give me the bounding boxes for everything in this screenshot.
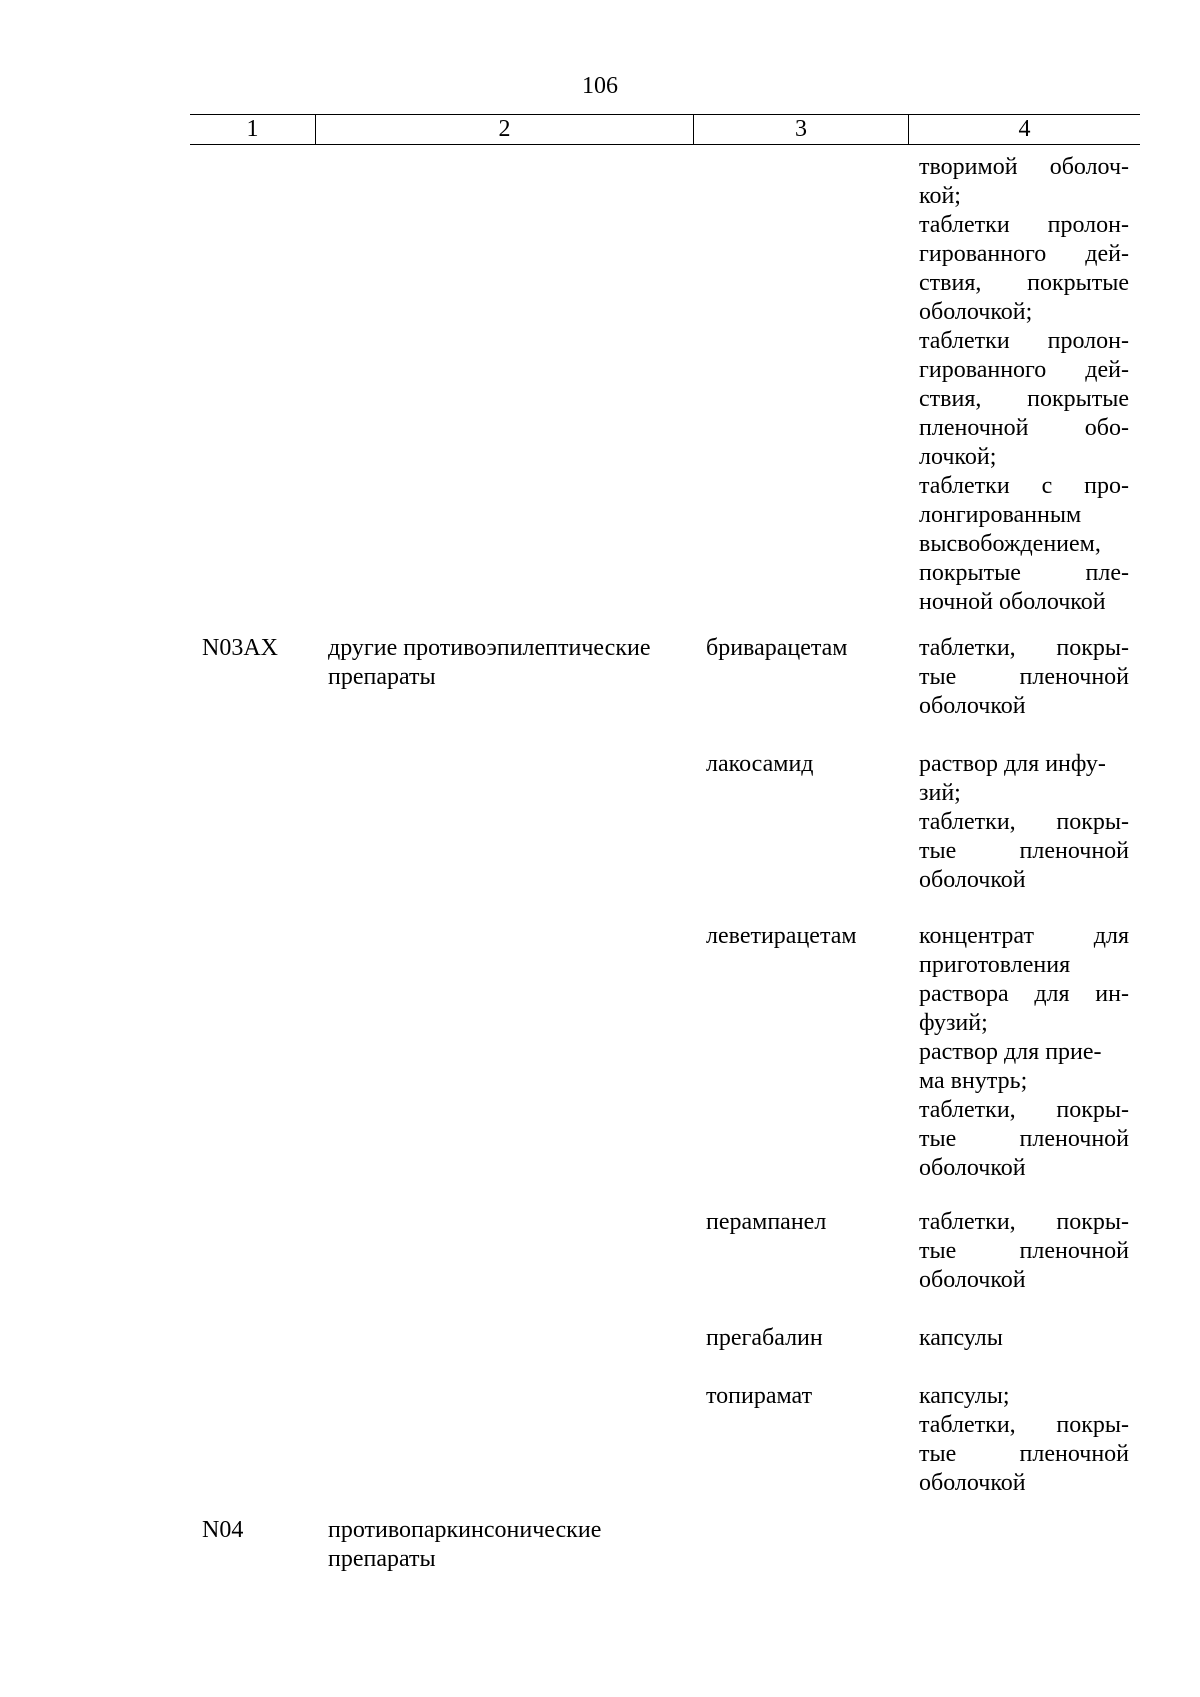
dosage-form-word: капсулы <box>919 1325 1003 1351</box>
dosage-form-word: тые <box>919 1238 957 1264</box>
dosage-form-word: оболочкой <box>919 693 1026 719</box>
dosage-form-word: таблетки <box>919 473 1010 499</box>
dosage-form-word: оболоч- <box>1049 154 1129 180</box>
dosage-form-word: тые <box>919 1441 957 1467</box>
dosage-form-word: лочкой; <box>919 444 997 470</box>
dosage-form-line <box>919 1237 1129 1266</box>
dosage-form-word: для <box>1034 981 1070 1007</box>
dosage-form-word: оболочкой <box>919 1470 1026 1496</box>
dosage-form-word: фузий; <box>919 1010 988 1036</box>
dosage-form-word: концентрат <box>919 923 1034 949</box>
dosage-form-line <box>919 663 1129 692</box>
dosage-form-word: покры- <box>1056 1412 1129 1438</box>
dosage-form-word: ствия, <box>919 270 982 296</box>
dosage-form-word: тые <box>919 838 957 864</box>
dosage-form-word: ствия, <box>919 386 982 412</box>
dosage-form-word: гированного <box>919 241 1047 267</box>
dosage-form-line <box>919 1411 1129 1440</box>
dosage-form-word: оболочкой <box>919 867 1026 893</box>
dosage-form-word: раствора <box>919 981 1009 1007</box>
dosage-form-word: дей- <box>1085 357 1129 383</box>
dosage-form-line <box>919 1382 1129 1411</box>
dosage-form-word: раствор для инфу- <box>919 751 1106 777</box>
dosage-form-line <box>919 808 1129 837</box>
dosage-form-word: оболочкой <box>919 1267 1026 1293</box>
dosage-form-line <box>919 779 1129 808</box>
dosage-form-word: пролон- <box>1047 212 1129 238</box>
dosage-form-line <box>919 269 1129 298</box>
dosage-form-word: таблетки, <box>919 1209 1016 1235</box>
dosage-form-word: таблетки, <box>919 1412 1016 1438</box>
dosage-form-word: ночной оболочкой <box>919 589 1106 615</box>
dosage-form-line <box>919 211 1129 240</box>
dosage-form-line <box>919 1469 1129 1498</box>
dosage-form-line <box>919 298 1129 327</box>
dosage-form-line <box>919 559 1129 588</box>
dosage-form-word: таблетки, <box>919 809 1016 835</box>
column-header-3: 3 <box>694 115 909 144</box>
dosage-form-line <box>919 414 1129 443</box>
dosage-form-line <box>919 951 1129 980</box>
dosage-form-word: высвобождением, <box>919 531 1101 557</box>
dosage-form-word: покрытые <box>1027 270 1129 296</box>
dosage-form-word: приготовления <box>919 952 1071 978</box>
dosage-form-line <box>919 356 1129 385</box>
dosage-form-word: таблетки, <box>919 1097 1016 1123</box>
drug-name: лакосамид <box>706 751 814 777</box>
drug-name: прегабалин <box>706 1325 823 1351</box>
dosage-form-line <box>919 443 1129 472</box>
dosage-form-word: зий; <box>919 780 961 806</box>
dosage-form-word: покры- <box>1056 809 1129 835</box>
group-name-line: другие противоэпилептические <box>328 635 651 661</box>
dosage-form-word: ма внутрь; <box>919 1068 1028 1094</box>
dosage-form-word: кой; <box>919 183 961 209</box>
dosage-form-line <box>919 327 1129 356</box>
atc-code: N04 <box>202 1517 244 1543</box>
dosage-form-line <box>919 866 1129 895</box>
drug-name: бриварацетам <box>706 635 848 661</box>
dosage-form-line <box>919 837 1129 866</box>
dosage-form-line <box>919 1009 1129 1038</box>
dosage-form-line <box>919 1266 1129 1295</box>
dosage-form-word: с <box>1041 473 1053 499</box>
dosage-form-word: пленочной <box>1019 1441 1129 1467</box>
dosage-form-word: капсулы; <box>919 1383 1010 1409</box>
dosage-form-word: таблетки <box>919 212 1010 238</box>
drug-name: топирамат <box>706 1383 813 1409</box>
dosage-form-word: пленочной <box>1019 838 1129 864</box>
dosage-form-word: про- <box>1084 473 1129 499</box>
drug-name: перампанел <box>706 1209 827 1235</box>
dosage-form-word: покры- <box>1056 1097 1129 1123</box>
dosage-form-word: пленочной <box>1019 1126 1129 1152</box>
dosage-form-word: для <box>1093 923 1129 949</box>
dosage-form-line <box>919 750 1129 779</box>
dosage-form-line <box>919 1208 1129 1237</box>
dosage-form-line <box>919 472 1129 501</box>
dosage-form-word: покры- <box>1056 635 1129 661</box>
dosage-form-line <box>919 1038 1129 1067</box>
dosage-form-line <box>919 1440 1129 1469</box>
dosage-form-word: пленочной <box>919 415 1029 441</box>
dosage-form-word: обо- <box>1084 415 1129 441</box>
dosage-form-line <box>919 692 1129 721</box>
dosage-form-line <box>919 1154 1129 1183</box>
dosage-form-word: тые <box>919 664 957 690</box>
dosage-form-word: пленочной <box>1019 1238 1129 1264</box>
dosage-form-word: лонгированным <box>919 502 1082 528</box>
dosage-form-line <box>919 153 1129 182</box>
dosage-form-word: тые <box>919 1126 957 1152</box>
dosage-form-line <box>919 922 1129 951</box>
column-header-2: 2 <box>316 115 694 144</box>
dosage-form-line <box>919 501 1129 530</box>
dosage-form-word: оболочкой; <box>919 299 1033 325</box>
dosage-form-line <box>919 634 1129 663</box>
dosage-form-word: творимой <box>919 154 1018 180</box>
dosage-form-line <box>919 588 1129 617</box>
dosage-form-word: пролон- <box>1047 328 1129 354</box>
page-number: 106 <box>582 73 618 99</box>
dosage-form-word: покрытые <box>919 560 1021 586</box>
dosage-form-word: покры- <box>1056 1209 1129 1235</box>
dosage-form-line <box>919 385 1129 414</box>
dosage-form-word: таблетки <box>919 328 1010 354</box>
dosage-form-line <box>919 530 1129 559</box>
dosage-form-word: ин- <box>1095 981 1129 1007</box>
group-name-line: противопаркинсонические <box>328 1517 602 1543</box>
dosage-form-line <box>919 182 1129 211</box>
table-header <box>190 114 1140 145</box>
atc-code: N03AX <box>202 635 278 661</box>
dosage-form-word: гированного <box>919 357 1047 383</box>
dosage-form-word: дей- <box>1085 241 1129 267</box>
dosage-form-word: покрытые <box>1027 386 1129 412</box>
dosage-form-word: таблетки, <box>919 635 1016 661</box>
dosage-form-word: раствор для прие- <box>919 1039 1102 1065</box>
dosage-form-line <box>919 1067 1129 1096</box>
dosage-form-word: пле- <box>1085 560 1129 586</box>
dosage-form-word: оболочкой <box>919 1155 1026 1181</box>
group-name-line: препараты <box>328 1546 436 1572</box>
group-name-line: препараты <box>328 664 436 690</box>
dosage-form-word: пленочной <box>1019 664 1129 690</box>
dosage-form-line <box>919 1324 1129 1353</box>
drug-name: леветирацетам <box>706 923 857 949</box>
dosage-form-line <box>919 1096 1129 1125</box>
column-header-1: 1 <box>190 115 316 144</box>
column-header-4: 4 <box>1018 116 1031 142</box>
dosage-form-line <box>919 240 1129 269</box>
dosage-form-line <box>919 980 1129 1009</box>
dosage-form-line <box>919 1125 1129 1154</box>
